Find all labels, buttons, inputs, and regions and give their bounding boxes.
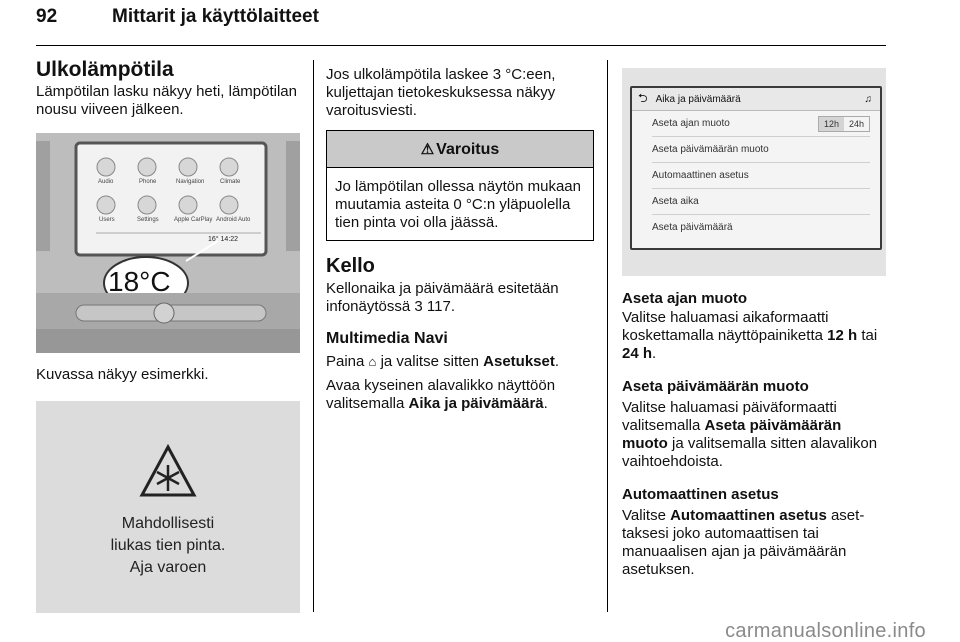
column-divider-2 [607,60,608,612]
warning-icon: ⚠ [420,141,435,158]
menu-row-set-date[interactable]: Aseta päivämäärä [652,222,733,233]
dashboard-illustration [36,133,300,353]
message-line-1: Mahdollisesti [121,515,215,532]
menu-row-set-time[interactable]: Aseta aika [652,189,870,215]
intro-text: Lämpötilan lasku näkyy heti, lämpötilan nousu viiveen jälkeen. [36,83,297,118]
12h-button[interactable]: 12h [819,117,844,131]
app-label-settings: Settings [137,217,159,223]
screen-temperature-time: 16° 14:22 [208,236,239,243]
subheading-auto-setting: Automaattinen asetus [622,486,779,503]
clock-text: Kellonaika ja päivämäärä esitetään infonäytössä 3 117. [326,280,559,315]
home-icon: ⌂ [368,354,377,369]
back-icon[interactable]: ⮌ [638,90,648,105]
column-middle [326,66,594,413]
app-label-audio: Audio [98,179,114,185]
subheading-multimedia-navi: Multimedia Navi [326,330,448,347]
time-date-screen [630,86,882,250]
app-label-apple-carplay: Apple CarPlay [174,217,213,223]
page-ref: 3 117. [414,298,455,315]
app-label-users: Users [99,217,115,223]
24h-button[interactable]: 24h [848,118,864,129]
page-number: 92 [36,6,58,27]
app-label-navigation: Navigation [176,179,205,185]
time-format-toggle[interactable] [818,116,870,132]
avaa-instruction: Avaa kyseinen alavalikko näyttöön valitsemalla Aika ja päivämäärä. [326,377,556,412]
temp-warning-text: Jos ulkolämpötila laskee 3 °C:een, kuljettajan tietokeskuksessa näkyy varoitusviesti. [326,66,556,119]
music-icon[interactable]: ♫ [864,93,872,105]
auto-setting-text: Valitse Automaattinen asetus asettaksesi joko automaattisen tai manuaalisen ajan ja päivämäärän asetuksen. [622,507,865,578]
ice-warning-icon [138,443,198,503]
warning-header [327,131,593,168]
warning-box [326,130,594,241]
column-left [36,52,300,613]
image-caption: Kuvassa näkyy esimerkki. [36,366,209,383]
app-label-phone: Phone [139,179,157,185]
chapter-title: Mittarit ja käyttölaitteet [112,6,319,27]
warning-body: Jo lämpötilan ollessa näytön mukaan muutamia asteita 0 °C:n yläpuolella tien pinta voi olla jäässä. [335,178,581,231]
screen-header [632,88,880,111]
subheading-date-format: Aseta päivämäärän muoto [622,378,809,395]
app-label-climate: Climate [220,179,241,185]
driver-info-message [36,401,300,613]
time-format-text: Valitse haluamasi aikaformaatti koskettamalla näyttöpainiketta 12 h tai 24 h. [622,309,878,362]
menu-row-time-format[interactable]: Aseta ajan muoto 12h 24h [652,111,870,137]
message-line-3: Aja varoen [129,559,207,576]
app-label-android-auto: Android Auto [216,217,251,223]
header-rule [36,45,886,46]
watermark: carmanualsonline.info [725,620,926,642]
paina-instruction: Paina ⌂ ja valitse sitten Asetukset. [326,353,560,370]
menu-row-auto-setting[interactable]: Automaattinen asetus [652,163,870,189]
message-line-2: liukas tien pinta. [110,537,226,554]
warning-title: Varoitus [436,141,500,158]
infotainment-photo [36,133,300,353]
temperature-callout: 18°C [108,266,171,297]
screen-title: Aika ja päivämäärä [655,93,741,105]
subheading-time-format: Aseta ajan muoto [622,290,748,307]
page-header [36,6,886,46]
section-heading-outside-temp: Ulkolämpötila [36,58,174,81]
time-date-screen-image [622,68,886,276]
date-format-text: Valitse haluamasi päiväformaatti valitsemalla Aseta päivämäärän muoto ja valitsemalla sitten alavalikon vaihtoehdoista. [622,399,878,470]
column-divider-1 [313,60,314,612]
menu-row-date-format[interactable]: Aseta päivämäärän muoto [652,137,870,163]
column-right [622,288,888,579]
section-heading-clock: Kello [326,255,375,277]
